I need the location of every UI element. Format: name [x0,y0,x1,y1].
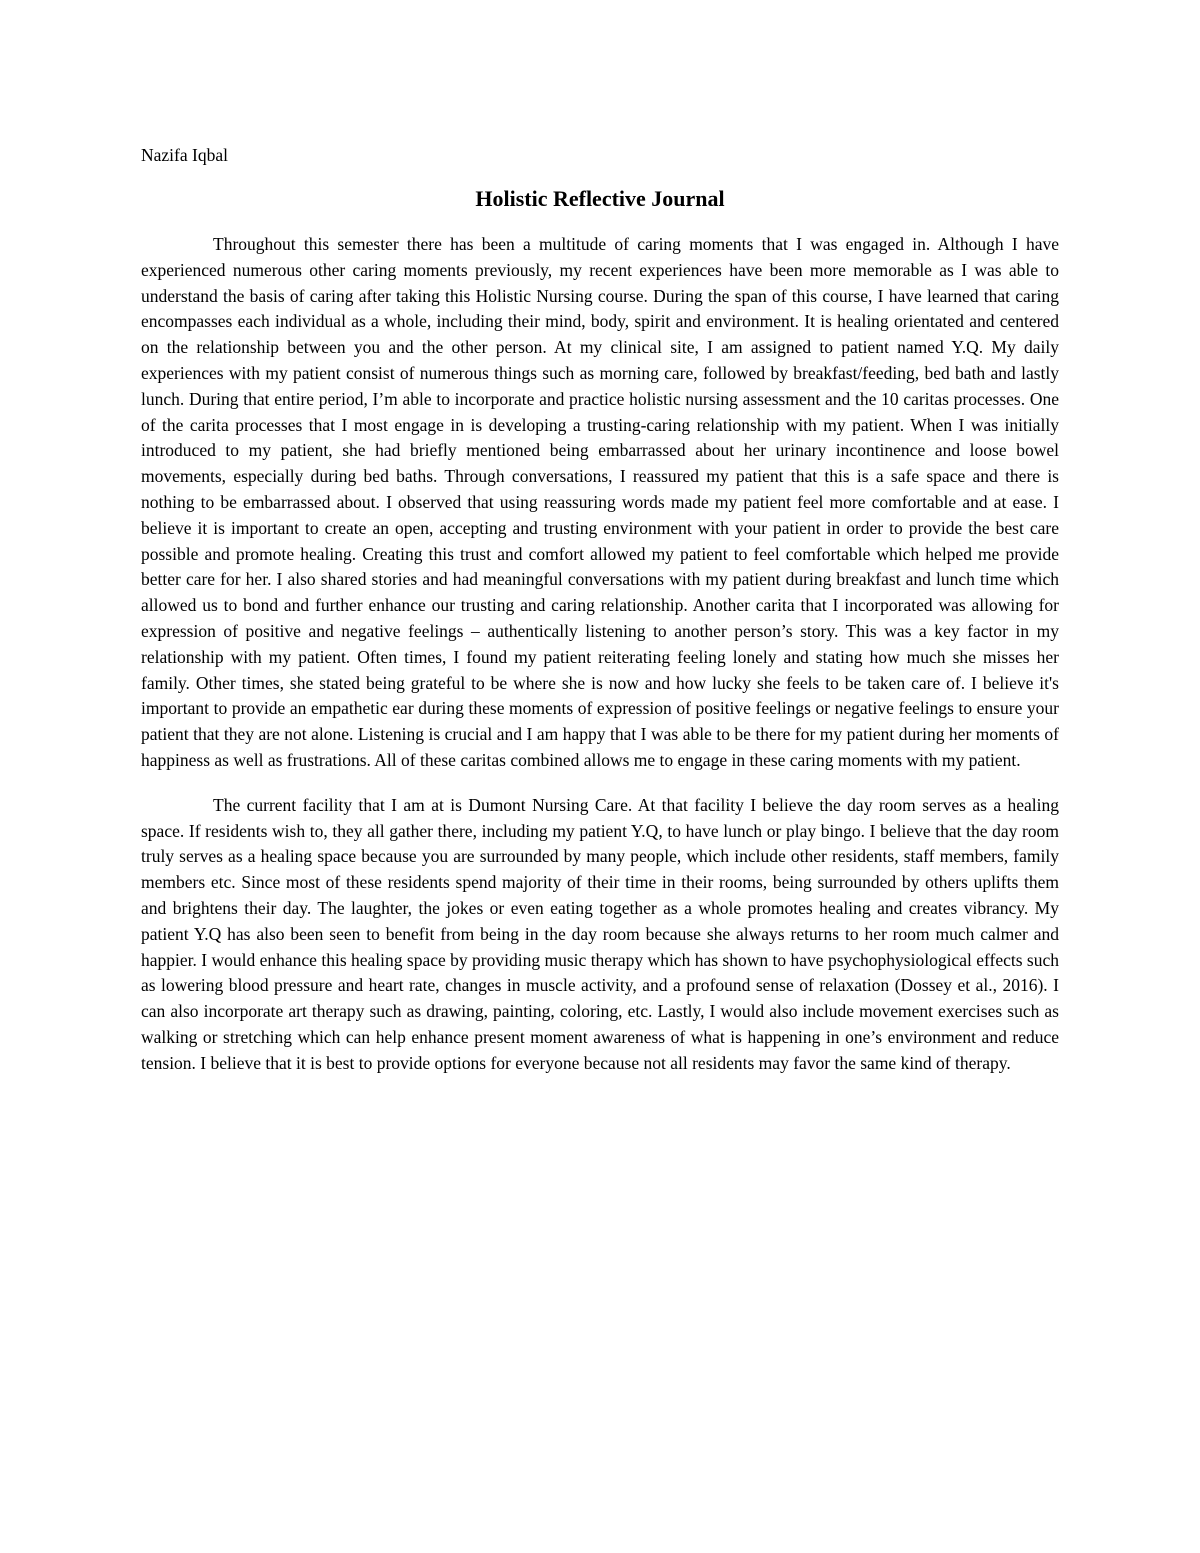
document-body [141,232,1059,1096]
author-name: Nazifa Iqbal [141,145,228,165]
paragraph-caring-moments: Throughout this semester there has been a multitude of caring moments that I was engaged in. Although I have experienced numerous other caring moments previously, my recent experiences have been more memorable as I was able to understand the basis of caring after taking this Holistic Nursing course. During the span of this course, I have learned that caring encompasses each individual as a whole, including their mind, body, spirit and environment. It is healing orientated and centered on the relationship between you and the other person. At my clinical site, I am assigned to patient named Y.Q. My daily experiences with my patient consist of numerous things such as morning care, followed by breakfast/feeding, bed bath and lastly lunch. During that entire period, I’m able to incorporate and practice holistic nursing assessment and the 10 caritas processes. One of the carita processes that I most engage in is developing a trusting-caring relationship with my patient. When I was initially introduced to my patient, she had briefly mentioned being embarrassed about her urinary incontinence and loose bowel movements, especially during bed baths. Through conversations, I reassured my patient that this is a safe space and there is nothing to be embarrassed about. I observed that using reassuring words made my patient feel more comfortable and at ease. I believe it is important to create an open, accepting and trusting environment with your patient in order to provide the best care possible and promote healing. Creating this trust and comfort allowed my patient to feel comfortable which helped me provide better care for her. I also shared stories and had meaningful conversations with my patient during breakfast and lunch time which allowed us to bond and further enhance our trusting and caring relationship. Another carita that I incorporated was allowing for expression of positive and negative feelings – authentically listening to another person’s story. This was a key factor in my relationship with my patient. Often times, I found my patient reiterating feeling lonely and stating how much she misses her family. Other times, she stated being grateful to be where she is now and how lucky she feels to be taken care of. I believe it's important to provide an empathetic ear during these moments of expression of positive feelings or negative feelings to ensure your patient that they are not alone. Listening is crucial and I am happy that I was able to be there for my patient during her moments of happiness as well as frustrations. All of these caritas combined allows me to engage in these caring moments with my patient. [141,234,1059,770]
paragraph-healing-space: The current facility that I am at is Dumont Nursing Care. At that facility I believe the day room serves as a healing space. If residents wish to, they all gather there, including my patient Y.Q, to have lunch or play bingo. I believe that the day room truly serves as a healing space because you are surrounded by many people, which include other residents, staff members, family members etc. Since most of these residents spend majority of their time in their rooms, being surrounded by others uplifts them and brightens their day. The laughter, the jokes or even eating together as a whole promotes healing and creates vibrancy. My patient Y.Q has also been seen to benefit from being in the day room because she always returns to her room much calmer and happier. I would enhance this healing space by providing music therapy which has shown to have psychophysiological effects such as lowering blood pressure and heart rate, changes in muscle activity, and a profound sense of relaxation (Dossey et al., 2016). I can also incorporate art therapy such as drawing, painting, coloring, etc. Lastly, I would also include movement exercises such as walking or stretching which can help enhance present moment awareness of what is happening in one’s environment and reduce tension. I believe that it is best to provide options for everyone because not all residents may favor the same kind of therapy. [141,794,1059,1073]
document-title: Holistic Reflective Journal [475,186,725,211]
